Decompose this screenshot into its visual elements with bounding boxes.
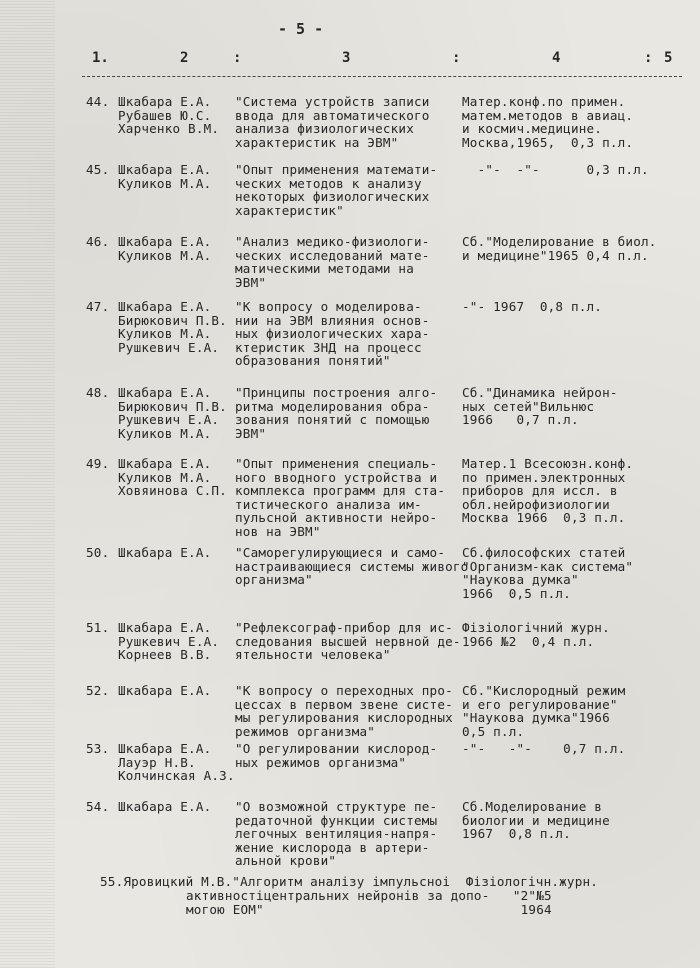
entry-author: Рубашев Ю.С.: [118, 107, 212, 123]
entry-author: Куликов М.А.: [118, 175, 212, 191]
entry-title-line: ятельности человека": [235, 647, 391, 662]
entry-title-line: некоторых физиологических: [235, 189, 430, 204]
column-header-5: 5: [664, 50, 673, 66]
entry-author: Шкабара Е.А.: [118, 234, 212, 249]
entry-author: Шкабара Е.А.: [118, 299, 212, 314]
scan-edge-shadow: [0, 0, 55, 968]
entry-author: Рушкевич Е.А.: [118, 339, 220, 355]
entry-number: 52.: [86, 683, 110, 698]
entry-title-line: "К вопросу о переходных про-: [235, 683, 453, 698]
entry-title-line: легочных вентиляция-напря-: [235, 826, 438, 841]
entry-title-line: ЭВМ": [235, 425, 267, 441]
entry-source-line: Москва 1966 0,3 п.л.: [462, 510, 626, 525]
entry-title-line: анализа физиологических: [235, 121, 414, 136]
entry-source-line: 1967 0,8 п.л.: [462, 826, 571, 841]
entry-author: Шкабара Е.А.: [118, 620, 212, 635]
entry-source-line: Сб.философских статей: [462, 545, 626, 560]
entry-source-line: биологии и медицине: [462, 812, 610, 828]
entry-source-line: -"- -"- 0,7 п.л.: [462, 741, 626, 756]
entry-title-line: ЭВМ": [235, 274, 267, 290]
entry-author: Рушкевич Е.А.: [118, 633, 220, 649]
entry-title-line: нов на ЭВМ": [235, 523, 321, 539]
entry-source-line: Москва,1965, 0,3 п.л.: [462, 134, 634, 150]
entry-source-line: приборов для иссл. в: [462, 483, 618, 498]
entry-author: Бирюкович П.В.: [118, 398, 227, 414]
header-rule: [82, 76, 682, 77]
entry-author: Корнеев В.В.: [118, 647, 212, 662]
entry-title-line: характеристик на ЭВМ": [235, 134, 399, 150]
entry-number: 46.: [86, 234, 110, 249]
entry-title-line: нии на ЭВМ влияния основ-: [235, 312, 430, 328]
entry-title-line: ных режимов организма": [235, 754, 407, 770]
entry-title-line: режимов организма": [235, 723, 376, 739]
entry-title-line: зования понятий с помощью: [235, 412, 430, 427]
column-separator: :: [452, 50, 461, 66]
entry-title-line: ческих методов к анализу: [235, 175, 422, 191]
entry-source-line: Матер.конф.по примен.: [462, 94, 626, 109]
entry-source-line: "Наукова думка"1966: [462, 710, 610, 725]
entry-author: Шкабара Е.А.: [118, 683, 212, 698]
entry-title-line: "Система устройств записи: [235, 94, 430, 109]
entry-source-line: обл.нейрофизиологии: [462, 496, 610, 512]
entry-source-line: -"- -"- 0,3 п.л.: [462, 162, 649, 177]
entry-title-line: редаточной функции системы: [235, 812, 438, 828]
entry-title-line: жение кислорода в артери-: [235, 839, 430, 855]
entry-source-line: Сб.Моделирование в: [462, 799, 603, 814]
column-separator: :: [233, 50, 242, 66]
entry-author: Ховяинова С.П.: [118, 483, 227, 498]
entry-title-line: "К вопросу о моделирова-: [235, 299, 422, 314]
entry-title-line: ритма моделирования обра-: [235, 398, 430, 414]
entry-author: Куликов М.А.: [118, 425, 212, 441]
entry-title-line: настраивающиеся системы живого: [235, 558, 469, 574]
entry-source-line: -"- 1967 0,8 п.л.: [462, 299, 603, 314]
entry-source-line: 1966 0,7 п.л.: [462, 412, 579, 427]
entry-author: Куликов М.А.: [118, 469, 212, 485]
entry-author: Шкабара Е.А.: [118, 94, 212, 109]
entry-number: 51.: [86, 620, 110, 635]
entry-number: 50.: [86, 545, 110, 560]
entry-title-line: "Опыт применения специаль-: [235, 456, 438, 471]
entry-55-line: 55.Яровицкий М.В."Алгоритм аналiзу iмпульсноi Фiзiологiчн.журн.: [100, 874, 599, 889]
entry-source-line: 1966 0,5 п.л.: [462, 585, 571, 601]
entry-author: Куликов М.А.: [118, 247, 212, 263]
entry-title-line: "Анализ медико-физиологи-: [235, 234, 430, 249]
column-header-1: 1.: [92, 50, 109, 66]
entry-title-line: ных физиологических хара-: [235, 326, 430, 341]
entry-title-line: "Принципы построения алго-: [235, 385, 438, 400]
entry-author: Куликов М.А.: [118, 326, 212, 341]
entry-source-line: и его регулирование": [462, 696, 618, 712]
entry-number: 47.: [86, 299, 110, 314]
entry-title-line: "Рефлексограф-прибор для ис-: [235, 620, 453, 635]
entry-author: Шкабара Е.А.: [118, 456, 212, 471]
entry-source-line: Матер.1 Всесоюзн.конф.: [462, 456, 634, 471]
entry-source-line: матем.методов в авиац.: [462, 107, 634, 123]
entry-title-line: матическими методами на: [235, 261, 414, 276]
entry-55-line: активностiцентральних нейронiв за допо- "2"№5: [186, 888, 552, 903]
entry-title-line: характеристик": [235, 202, 344, 218]
entry-title-line: комплекса программ для ста-: [235, 483, 446, 498]
entry-author: Лауэр Н.В.: [118, 754, 196, 770]
entry-title-line: пульсной активности нейро-: [235, 510, 438, 525]
column-separator: :: [644, 50, 653, 66]
entry-title-line: образования понятий": [235, 353, 391, 368]
entry-author: Шкабара Е.А.: [118, 385, 212, 400]
entry-title-line: альной крови": [235, 853, 337, 868]
entry-source-line: 0,5 п.л.: [462, 723, 525, 739]
entry-title-line: мы регулирования кислородных: [235, 710, 453, 725]
entry-author: Харченко В.М.: [118, 121, 220, 136]
entry-number: 49.: [86, 456, 110, 471]
entry-author: Шкабара Е.А.: [118, 741, 212, 756]
column-header-2: 2: [180, 50, 189, 66]
entry-title-line: тистического анализа им-: [235, 496, 422, 512]
entry-source-line: "Наукова думка": [462, 572, 579, 587]
entry-title-line: организма": [235, 572, 313, 587]
entry-title-line: цессах в первом звене систе-: [235, 696, 453, 712]
entry-title-line: ктеристик ЗНД на процесс: [235, 339, 422, 355]
entry-author: Шкабара Е.А.: [118, 545, 212, 560]
entry-title-line: ческих исследований мате-: [235, 247, 430, 263]
entry-55-line: могою ЕОМ" 1964: [186, 902, 552, 917]
entry-title-line: ввода для автоматического: [235, 107, 430, 123]
entry-author: Бирюкович П.В.: [118, 312, 227, 328]
entry-source-line: Фiзiологiчний журн.: [462, 620, 610, 635]
entry-number: 45.: [86, 162, 110, 177]
entry-source-line: ных сетей"Вильнюс: [462, 398, 595, 414]
entry-source-line: по примен.электронных: [462, 469, 626, 485]
entry-source-line: "Организм-как система": [462, 558, 634, 574]
entry-source-line: Сб."Динамика нейрон-: [462, 385, 618, 400]
entry-source-line: и медицине"1965 0,4 п.л.: [462, 247, 649, 263]
entry-title-line: ного вводного устройства и: [235, 469, 438, 485]
entry-title-line: следования высшей нервной де-: [235, 633, 461, 649]
entry-source-line: и космич.медицине.: [462, 121, 603, 136]
entry-source-line: 1966 №2 0,4 п.л.: [462, 633, 595, 649]
entry-author: Шкабара Е.А.: [118, 799, 212, 814]
entry-author: Шкабара Е.А.: [118, 162, 212, 177]
entry-number: 53.: [86, 741, 110, 756]
column-header-4: 4: [552, 50, 561, 66]
entry-author: Рушкевич Е.А.: [118, 412, 220, 427]
entry-title-line: "О возможной структуре пе-: [235, 799, 438, 814]
page-number: - 5 -: [278, 20, 324, 38]
entry-author: Колчинская А.З.: [118, 768, 235, 783]
entry-title-line: "О регулировании кислород-: [235, 741, 438, 756]
entry-number: 54.: [86, 799, 110, 814]
entry-title-line: "Опыт применения математи-: [235, 162, 438, 177]
entry-source-line: Сб."Кислородный режим: [462, 683, 626, 698]
entry-number: 44.: [86, 94, 110, 109]
column-header-3: 3: [342, 50, 351, 66]
entry-title-line: "Саморегулирующиеся и само-: [235, 545, 446, 560]
entry-source-line: Сб."Моделирование в биол.: [462, 234, 657, 249]
entry-number: 48.: [86, 385, 110, 400]
